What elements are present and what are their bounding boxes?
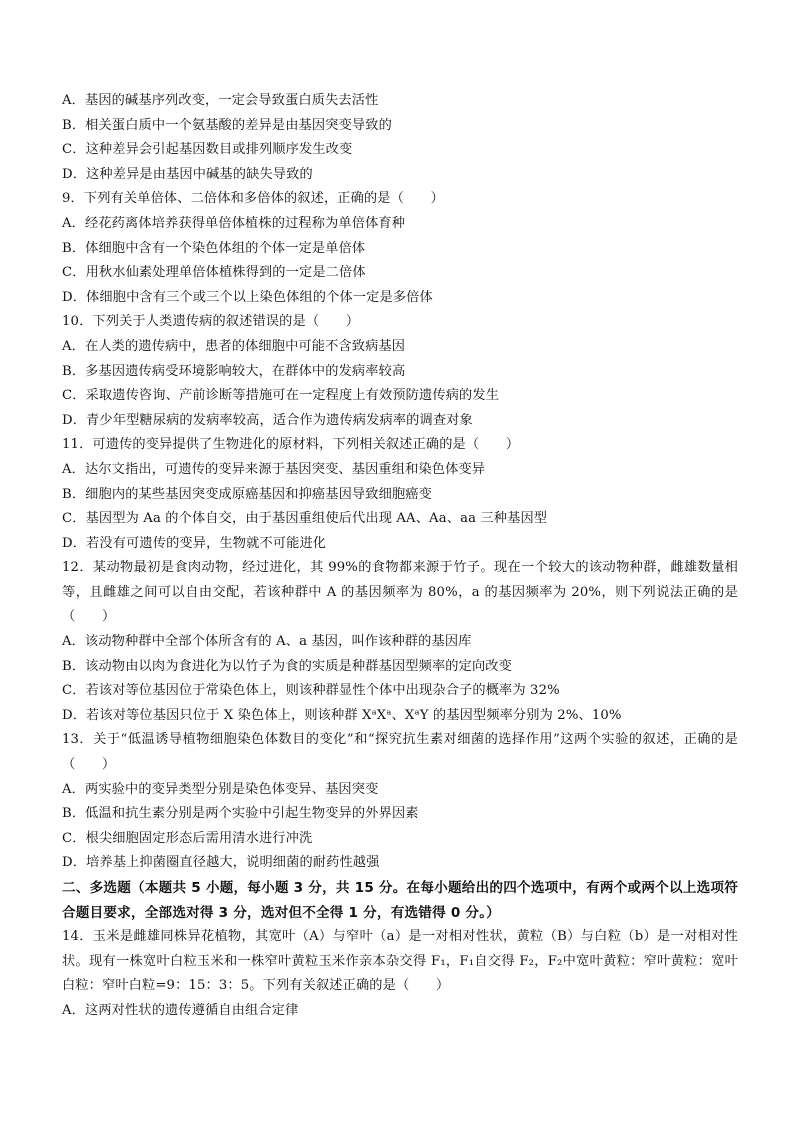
exam-page (62, 89, 738, 1024)
q10-option-d: D．青少年型糖尿病的发病率较高，适合作为遗传病发病率的调查对象 (62, 412, 473, 428)
q9-option-a: A．经花药离体培养获得单倍体植株的过程称为单倍体育种 (62, 215, 406, 231)
q13-option-c: C．根尖细胞固定形态后需用清水进行冲洗 (62, 830, 313, 846)
q11-option-a: A．达尔文指出，可遗传的变异来源于基因突变、基因重组和染色体变异 (62, 461, 486, 477)
q8-option-c: C．这种差异会引起基因数目或排列顺序发生改变 (62, 142, 353, 158)
q9-option-d: D．体细胞中含有三个或三个以上染色体组的个体一定是多倍体 (62, 289, 433, 305)
q11-option-d: D．若没有可遗传的变异，生物就不可能进化 (62, 535, 327, 551)
q8-option-d: D．这种差异是由基因中碱基的缺失导致的 (62, 166, 313, 182)
q13-option-d: D．培养基上抑菌圈直径越大，说明细菌的耐药性越强 (62, 855, 380, 871)
q10-option-b: B．多基因遗传病受环境影响较大，在群体中的发病率较高 (62, 363, 406, 379)
q14-option-a: A．这两对性状的遗传遵循自由组合定律 (62, 1002, 299, 1018)
question-13: 13．关于“低温诱导植物细胞染色体数目的变化”和“探究抗生素对细菌的选择作用”这两个实验的叙述，正确的是（ ） (62, 732, 738, 773)
question-10: 10．下列关于人类遗传病的叙述错误的是（ ） (62, 314, 360, 330)
q10-option-a: A．在人类的遗传病中，患者的体细胞中可能不含致病基因 (62, 338, 406, 354)
q12-option-d: D．若该对等位基因只位于 X 染色体上，则该种群 XᵃXᵃ、XᵃY 的基因型频率分别为 2%、10% (62, 707, 622, 723)
q9-option-c: C．用秋水仙素处理单倍体植株得到的一定是二倍体 (62, 265, 366, 281)
q11-option-c: C．基因型为 Aa 的个体自交，由于基因重组使后代出现 AA、Aa、aa 三种基因型 (62, 511, 548, 527)
question-11: 11．可遗传的变异提供了生物进化的原材料，下列相关叙述正确的是（ ） (62, 437, 520, 453)
section-heading-multiple-choice: 二、多选题（本题共 5 小题，每小题 3 分，共 15 分。在每小题给出的四个选项中，有两个或两个以上选项符合题目要求，全部选对得 3 分，选对但不全得 1 分，有选错得 0 分。） (62, 880, 738, 921)
q8-option-b: B．相关蛋白质中一个氨基酸的差异是由基因突变导致的 (62, 117, 392, 133)
question-12: 12．某动物最初是食肉动物，经过进化，其 99%的食物都来源于竹子。现在一个较大的该动物种群，雌雄数量相等，且雌雄之间可以自由交配，若该种群中 A 的基因频率为 80%，a 的基因频率为 20%，则下列说法正确的是（ ） (62, 560, 738, 625)
q12-option-c: C．若该对等位基因位于常染色体上，则该种群显性个体中出现杂合子的概率为 32% (62, 683, 560, 699)
q9-option-b: B．体细胞中含有一个染色体组的个体一定是单倍体 (62, 240, 366, 256)
q13-option-b: B．低温和抗生素分别是两个实验中引起生物变异的外界因素 (62, 806, 419, 822)
q8-option-a: A．基因的碱基序列改变，一定会导致蛋白质失去活性 (62, 93, 379, 108)
q12-option-a: A．该动物种群中全部个体所含有的 A、a 基因，叫作该种群的基因库 (62, 634, 472, 650)
question-9: 9．下列有关单倍体、二倍体和多倍体的叙述，正确的是（ ） (62, 191, 444, 207)
q12-option-b: B．该动物由以肉为食进化为以竹子为食的实质是种群基因型频率的定向改变 (62, 658, 512, 674)
q13-option-a: A．两实验中的变异类型分别是染色体变异、基因突变 (62, 781, 379, 797)
q10-option-c: C．采取遗传咨询、产前诊断等措施可在一定程度上有效预防遗传病的发生 (62, 388, 500, 404)
q11-option-b: B．细胞内的某些基因突变成原癌基因和抑癌基因导致细胞癌变 (62, 486, 432, 502)
question-14: 14．玉米是雌雄同株异花植物，其宽叶（A）与窄叶（a）是一对相对性状，黄粒（B）与白粒（b）是一对相对性状。现有一株宽叶白粒玉米和一株窄叶黄粒玉米作亲本杂交得 F₁，F₁自交得 F₂，F₂中宽叶黄粒：窄叶黄粒：宽叶白粒：窄叶白粒=9：15：3：5。下列有关叙述正确的是（ ） (62, 929, 738, 994)
